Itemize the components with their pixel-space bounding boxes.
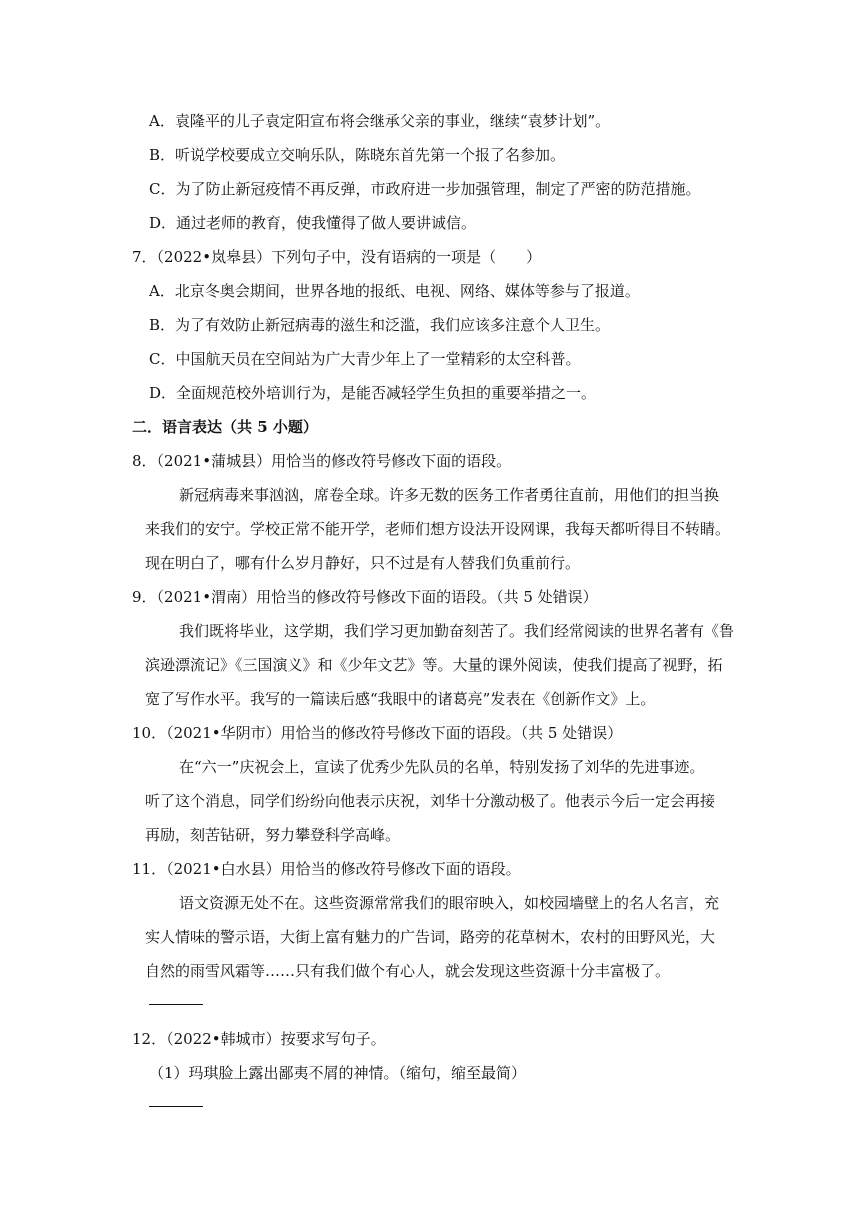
q9-paragraph-line: 滨逊漂流记》《三国演义》和《少年文艺》等。大量的课外阅读，使我们提高了视野，拓 xyxy=(145,656,723,674)
q6-option-c: C．为了防止新冠疫情不再反弹，市政府进一步加强管理，制定了严密的防范措施。 xyxy=(149,180,701,198)
q7-stem: 7．（2022•岚皋县）下列句子中，没有语病的一项是（ ） xyxy=(132,248,542,266)
q8-paragraph-line: 新冠病毒来事汹汹，席卷全球。许多无数的医务工作者勇往直前，用他们的担当换 xyxy=(179,486,720,504)
q10-paragraph-line: 再励，刻苦钻研，努力攀登科学高峰。 xyxy=(145,826,401,844)
q8-paragraph-line: 来我们的安宁。学校正常不能开学，老师们想方设法开设网课，我每天都听得目不转睛。 xyxy=(145,520,731,538)
q7-option-a: A．北京冬奥会期间，世界各地的报纸、电视、网络、媒体等参与了报道。 xyxy=(149,282,640,300)
q7-option-c: C．中国航天员在空间站为广大青少年上了一堂精彩的太空科普。 xyxy=(149,350,581,368)
section-heading: 二．语言表达（共 5 小题） xyxy=(132,418,318,436)
q12-answer-blank xyxy=(149,1106,203,1107)
q11-paragraph-line: 自然的雨雪风霜等……只有我们做个有心人，就会发现这些资源十分丰富极了。 xyxy=(145,962,671,980)
q10-stem: 10．（2021•华阴市）用恰当的修改符号修改下面的语段。（共 5 处错误） xyxy=(132,724,623,742)
q12-stem: 12．（2022•韩城市）按要求写句子。 xyxy=(132,1030,386,1048)
q8-paragraph-line: 现在明白了，哪有什么岁月静好，只不过是有人替我们负重前行。 xyxy=(145,554,581,572)
q8-stem: 8．（2021•蒲城县）用恰当的修改符号修改下面的语段。 xyxy=(132,452,512,470)
q10-paragraph-line: 听了这个消息，同学们纷纷向他表示庆祝，刘华十分激动极了。他表示今后一定会再接 xyxy=(145,792,716,810)
q11-stem: 11．（2021•白水县）用恰当的修改符号修改下面的语段。 xyxy=(132,860,521,878)
q6-option-b: B．听说学校要成立交响乐队，陈晓东首先第一个报了名参加。 xyxy=(149,146,566,164)
q12-subquestion-1: （1）玛琪脸上露出鄙夷不屑的神情。（缩句，缩至最简） xyxy=(149,1064,527,1082)
q11-paragraph-line: 实人情味的警示语，大街上富有魅力的广告词，路旁的花草树木，农村的田野风光，大 xyxy=(145,928,716,946)
q6-option-d: D．通过老师的教育，使我懂得了做人要讲诚信。 xyxy=(149,214,477,232)
q6-option-a: A．袁隆平的儿子袁定阳宣布将会继承父亲的事业，继续“袁梦计划”。 xyxy=(149,112,611,130)
q7-option-b: B．为了有效防止新冠病毒的滋生和泛滥，我们应该多注意个人卫生。 xyxy=(149,316,611,334)
q11-paragraph-line: 语文资源无处不在。这些资源常常我们的眼帘映入，如校园墙壁上的名人名言，充 xyxy=(179,894,720,912)
q11-answer-blank xyxy=(149,1004,203,1005)
q9-stem: 9．（2021•渭南）用恰当的修改符号修改下面的语段。（共 5 处错误） xyxy=(132,588,598,606)
q9-paragraph-line: 我们既将毕业，这学期，我们学习更加勤奋刻苦了。我们经常阅读的世界名著有《鲁 xyxy=(179,622,735,640)
q7-option-d: D．全面规范校外培训行为，是能否减轻学生负担的重要举措之一。 xyxy=(149,384,597,402)
q9-paragraph-line: 宽了写作水平。我写的一篇读后感“我眼中的诸葛亮”发表在《创新作文》上。 xyxy=(145,690,656,708)
q10-paragraph-line: 在“六一”庆祝会上，宣读了优秀少先队员的名单，特别发扬了刘华的先进事迹。 xyxy=(179,758,705,776)
